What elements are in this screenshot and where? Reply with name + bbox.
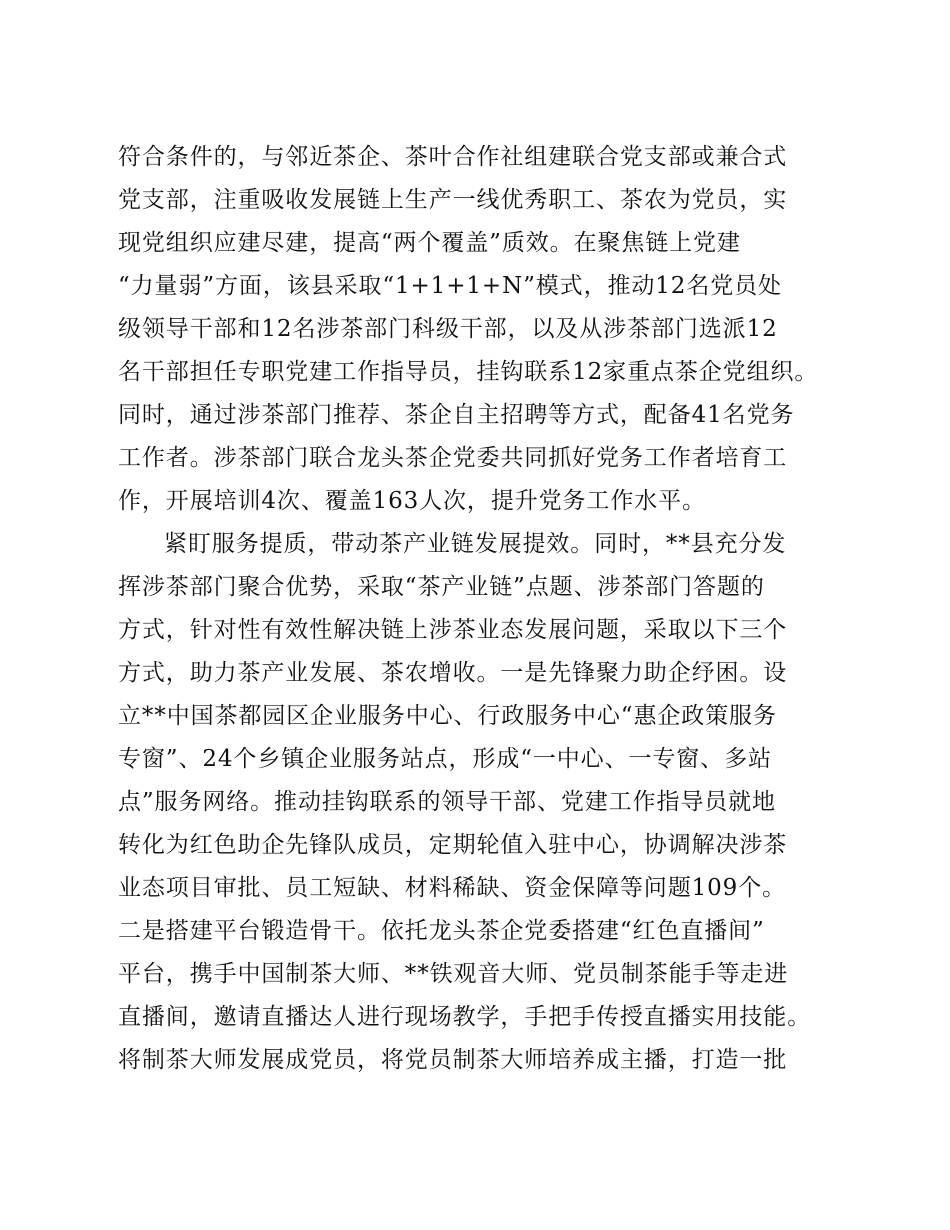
paragraph-line: 名干部担任专职党建工作指导员，挂钩联系12家重点茶企党组织。 (118, 359, 819, 385)
paragraph-line: 转化为红色助企先锋队成员，定期轮值入驻中心，协调解决涉茶 (118, 832, 788, 858)
paragraph-line: 业态项目审批、员工短缺、材料稀缺、资金保障等问题109个。 (118, 875, 786, 901)
paragraph-line: 方式，针对性有效性解决链上涉茶业态发展问题，采取以下三个 (118, 617, 788, 643)
paragraph-line: 直播间，邀请直播达人进行现场教学，手把手传授直播实用技能。 (118, 1004, 812, 1030)
paragraph-line: 点”服务网络。推动挂钩联系的领导干部、党建工作指导员就地 (118, 789, 776, 815)
paragraph-line: 方式，助力茶产业发展、茶农增收。一是先锋聚力助企纾困。设 (118, 660, 788, 686)
paragraph-line: 平台，携手中国制茶大师、**铁观音大师、党员制茶能手等走进 (118, 961, 789, 987)
paragraph-line: 二是搭建平台锻造骨干。依托龙头茶企党委搭建“红色直播间” (118, 918, 765, 944)
paragraph-line: 立**中国茶都园区企业服务中心、行政服务中心“惠企政策服务 (118, 703, 777, 729)
paragraph-line: 挥涉茶部门聚合优势，采取“茶产业链”点题、涉茶部门答题的 (118, 574, 765, 600)
paragraph-line: 同时，通过涉茶部门推荐、茶企自主招聘等方式，配备41名党务 (118, 402, 795, 428)
paragraph-line: 作，开展培训4次、覆盖163人次，提升党务工作水平。 (118, 488, 706, 514)
paragraph-line: 党支部，注重吸收发展链上生产一线优秀职工、茶农为党员，实 (118, 187, 788, 213)
paragraph-line: 符合条件的，与邻近茶企、茶叶合作社组建联合党支部或兼合式 (118, 144, 788, 170)
paragraph-line: 将制茶大师发展成党员，将党员制茶大师培养成主播，打造一批 (118, 1047, 788, 1073)
paragraph-line: 级领导干部和12名涉茶部门科级干部，以及从涉茶部门选派12 (118, 316, 778, 342)
paragraph-line: 专窗”、24个乡镇企业服务站点，形成“一中心、一专窗、多站 (118, 746, 772, 772)
paragraph-line: 现党组织应建尽建，提高“两个覆盖”质效。在聚焦链上党建 (118, 230, 741, 256)
paragraph-first-line: 紧盯服务提质，带动茶产业链发展提效。同时，**县充分发 (164, 531, 787, 557)
paragraph-line: “力量弱”方面，该县采取“1+1+1+N”模式，推动12名党员处 (118, 273, 782, 299)
paragraph-line: 工作者。涉茶部门联合龙头茶企党委共同抓好党务工作者培育工 (118, 445, 788, 471)
